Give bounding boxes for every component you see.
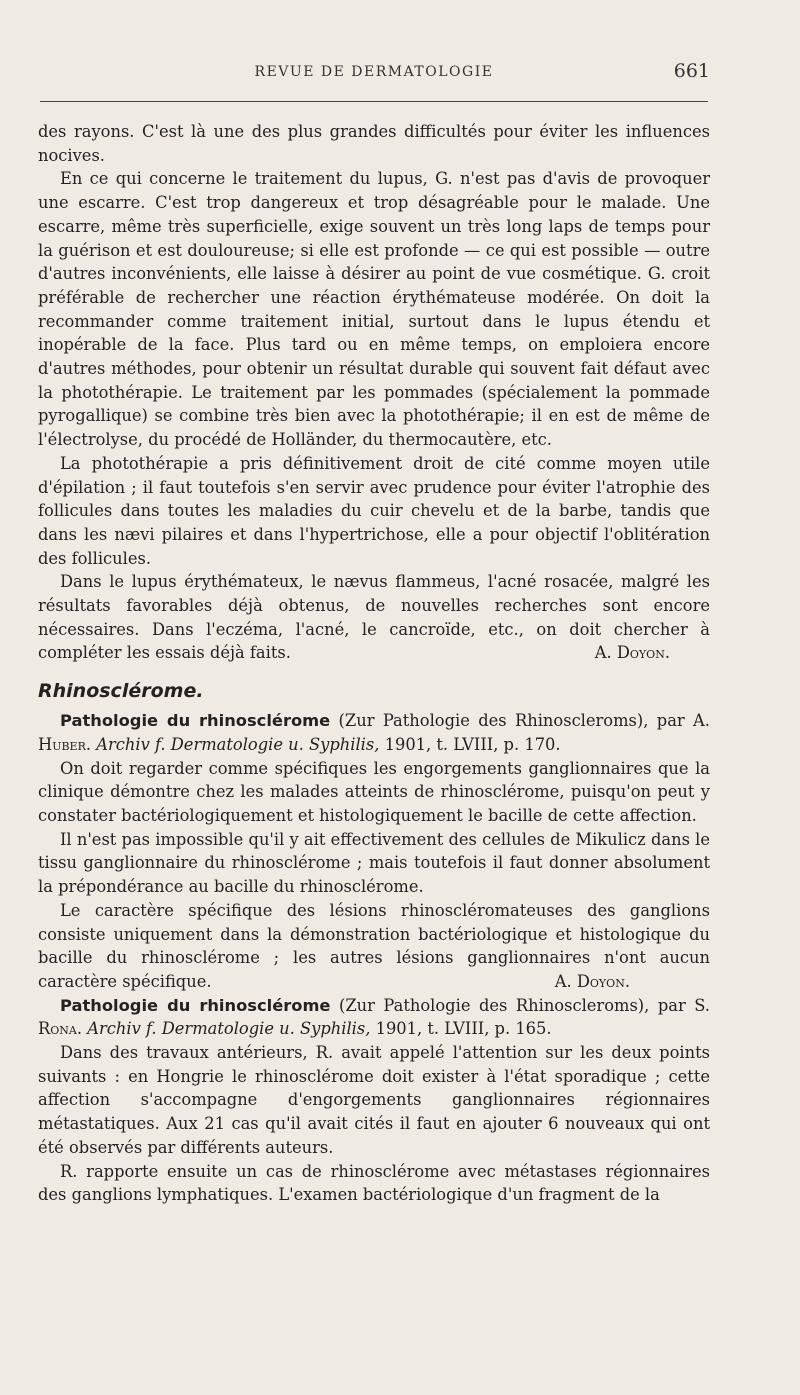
article-citation [38,709,710,756]
paragraph: Il n'est pas impossible qu'il y ait effectivement des cellules de Mikulicz dans le tissu ganglionnaire du rhinosclérome ; mais toutefois il faut donner absolument la prépondérance au bacille du rhinosclérome. [38,829,710,897]
paragraph [38,570,710,665]
page-number: 661 [673,60,710,82]
signature: A. Doyon. [594,643,670,663]
article-heading: Pathologie du rhinosclérome [60,711,331,731]
text-body [38,120,710,1207]
signature: A. Doyon. [554,971,630,991]
journal-name: Archiv f. Dermatologie u. Syphilis, [96,734,380,754]
author-name: Huber [38,734,86,754]
section-title: Rhinosclérome. [38,680,204,703]
paragraph: La photothérapie a pris définitivement droit de cité comme moyen utile d'épilation ; il faut toutefois s'en servir avec prudence pour éviter l'atrophie des follicules dans toutes les maladies du cuir chevelu et de la barbe, tandis que dans les nævi pilaires et dans l'hypertrichose, elle a pour objectif l'oblitération des follicules. [38,453,710,568]
author-name: Rona [38,1019,77,1039]
journal-title: REVUE DE DERMATOLOGIE [254,64,494,80]
running-header [38,58,710,88]
paragraph: On doit regarder comme spécifiques les engorgements ganglionnaires que la clinique démontre chez les malades atteints de rhinosclérome, puisqu'on peut y constater bactériologiquement et histologiquement le bacille de cette affection. [38,758,710,825]
paragraph: Dans des travaux antérieurs, R. avait appelé l'attention sur les deux points suivants : en Hongrie le rhinosclérome doit exister à l'état sporadique ; cette affection s'accompagne d'engorgements ganglionnaires régionnaires métastatiques. Aux 21 cas qu'il avait cités il faut en ajouter 6 nouveaux qui ont été observés par différents auteurs. [38,1043,710,1157]
article-heading: Pathologie du rhinosclérome [60,995,331,1015]
paragraph: R. rapporte ensuite un cas de rhinosclérome avec métastases régionnaires des ganglions lymphatiques. L'examen bactériologique d'un fragment de la [38,1161,710,1205]
article-citation [38,994,710,1041]
citation-text: 1901, t. LVIII, p. 165. [370,1019,552,1039]
header-rule [40,101,708,102]
citation-text: (Zur Pathologie des Rhinoscleroms), par A. [330,711,710,731]
paragraph-text: Le caractère spécifique des lésions rhinoscléromateuses des ganglions consiste uniquement dans la démonstration bactériologique et histologique du bacille du rhinosclérome ; les autres lésions ganglionnaires n'ont aucun caractère spécifique. [38,900,710,991]
citation-text: 1901, t. LVIII, p. 170. [379,734,561,754]
paragraph: En ce qui concerne le traitement du lupus, G. n'est pas d'avis de provoquer une escarre. C'est trop dangereux et trop désagréable pour le malade. Une escarre, même très superficielle, exige souvent un très long laps de temps pour la guérison et est douloureuse; si elle est profonde — ce qui est possible — outre d'autres inconvénients, elle laisse à désirer au point de vue cosmétique. G. croit préférable de rechercher une réaction érythémateuse modérée. On doit la recommander comme traitement initial, surtout dans le lupus étendu et inopérable de la face. Plus tard ou en même temps, on emploiera encore d'autres méthodes, pour obtenir un résultat durable qui souvent fait défaut avec la photothérapie. Le traitement par les pommades (spécialement la pommade pyrogallique) se combine très bien avec la photothérapie; il en est de même de l'électrolyse, du procédé de Holländer, du thermocautère, etc. [38,169,710,450]
journal-name: Archiv f. Dermatologie u. Syphilis, [87,1019,371,1039]
citation-text: . [76,1019,88,1039]
citation-text: . [85,734,97,754]
paragraph [38,899,710,994]
paragraph: des rayons. C'est là une des plus grandes difficultés pour éviter les influences nocives. [38,122,710,165]
citation-text: (Zur Pathologie des Rhinoscleroms), par S. [330,995,710,1015]
paragraph-text: Dans le lupus érythémateux, le nævus flammeus, l'acné rosacée, malgré les résultats favorables déjà obtenus, de nouvelles recherches sont encore nécessaires. Dans l'eczéma, l'acné, le cancroïde, etc., on doit chercher à compléter les essais déjà faits. [38,572,710,663]
